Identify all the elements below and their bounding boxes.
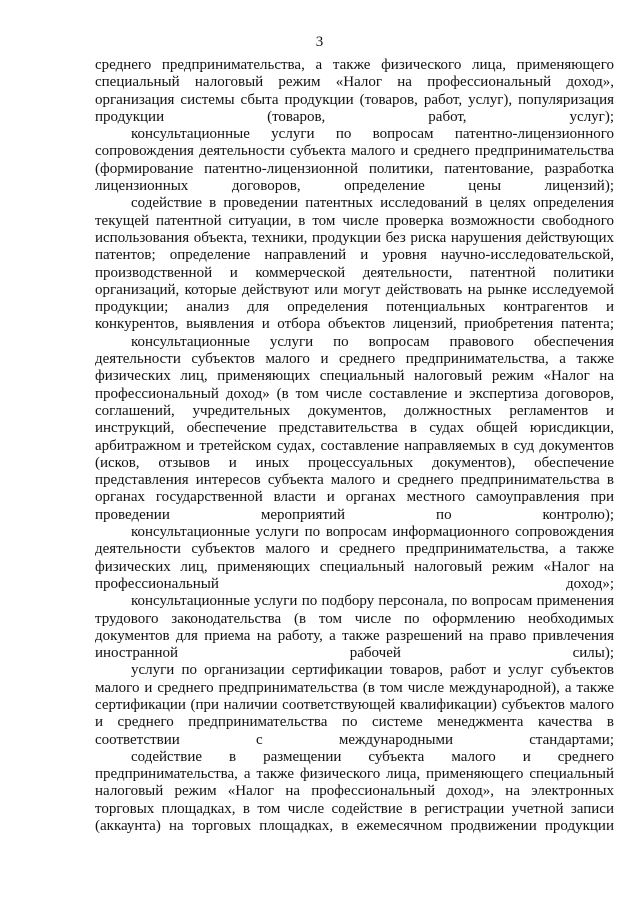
paragraph-patent-licensing: консультационные услуги по вопросам патентно-лицензионного сопровождения деятельности субъекта малого и среднего предпринимательства (формирование патентно-лицензионной политики, патентование, разработка лицензионных договоров, определение цены лицензий);: [95, 126, 614, 195]
page-number: 3: [315, 34, 324, 50]
paragraph-marketplaces: содействие в размещении субъекта малого и среднего предпринимательства, а также физического лица, применяющего специальный налоговый режим «Налог на профессиональный доход», на электронных торговых площадках, в том числе содействие в регистрации учетной записи (аккаунта) на торговых площадках, в ежемесячном продвижении продукции: [95, 748, 614, 835]
paragraph-information-support: консультационные услуги по вопросам информационного сопровождения деятельности субъектов малого и среднего предпринимательства, а также физических лиц, применяющих специальный налоговый режим «Налог на профессиональный доход»;: [95, 524, 614, 592]
document-body: [95, 57, 614, 835]
paragraph-legal-support: консультационные услуги по вопросам правового обеспечения деятельности субъектов малого и среднего предпринимательства, а также физических лиц, применяющих специальный налоговый режим «Налог на профессиональный доход» (в том числе составление и экспертиза договоров, соглашений, учредительных документов, должностных регламентов и инструкций, обеспечение представительства в судах общей юрисдикции, арбитражном и третейском судах, составление направляемых в суд документов (исков, отзывов и иных процессуальных документов), обеспечение представления интересов субъекта малого и среднего предпринимательства в органах государственной власти и органах местного самоуправления при проведении мероприятий по контролю);: [95, 333, 614, 523]
paragraph-personnel: консультационные услуги по подбору персонала, по вопросам применения трудового законодательства (в том числе по оформлению необходимых документов для приема на работу, а также разрешений на право привлечения иностранной рабочей силы);: [95, 593, 614, 662]
paragraph-continuation-sales: среднего предпринимательства, а также физического лица, применяющего специальный налоговый режим «Налог на профессиональный доход», организация системы сбыта продукции (товаров, работ, услуг), популяризация продукции (товаров, работ, услуг);: [95, 57, 614, 125]
paragraph-certification: услуги по организации сертификации товаров, работ и услуг субъектов малого и среднего предпринимательства (в том числе международной), а также сертификации (при наличии соответствующей квалификации) субъектов малого и среднего предпринимательства по системе менеджмента качества в соответствии с международными стандартами;: [95, 662, 614, 748]
paragraph-patent-research: содействие в проведении патентных исследований в целях определения текущей патентной ситуации, в том числе проверка возможности свободного использования объекта, техники, продукции без риска нарушения действующих патентов; определение направлений и уровня научно-исследовательской, производственной и коммерческой деятельности, патентной политики организаций, которые действуют или могут действовать на рынке исследуемой продукции; анализ для определения потенциальных контрагентов и конкурентов, выявления и отбора объектов лицензий, приобретения патента;: [95, 195, 614, 333]
